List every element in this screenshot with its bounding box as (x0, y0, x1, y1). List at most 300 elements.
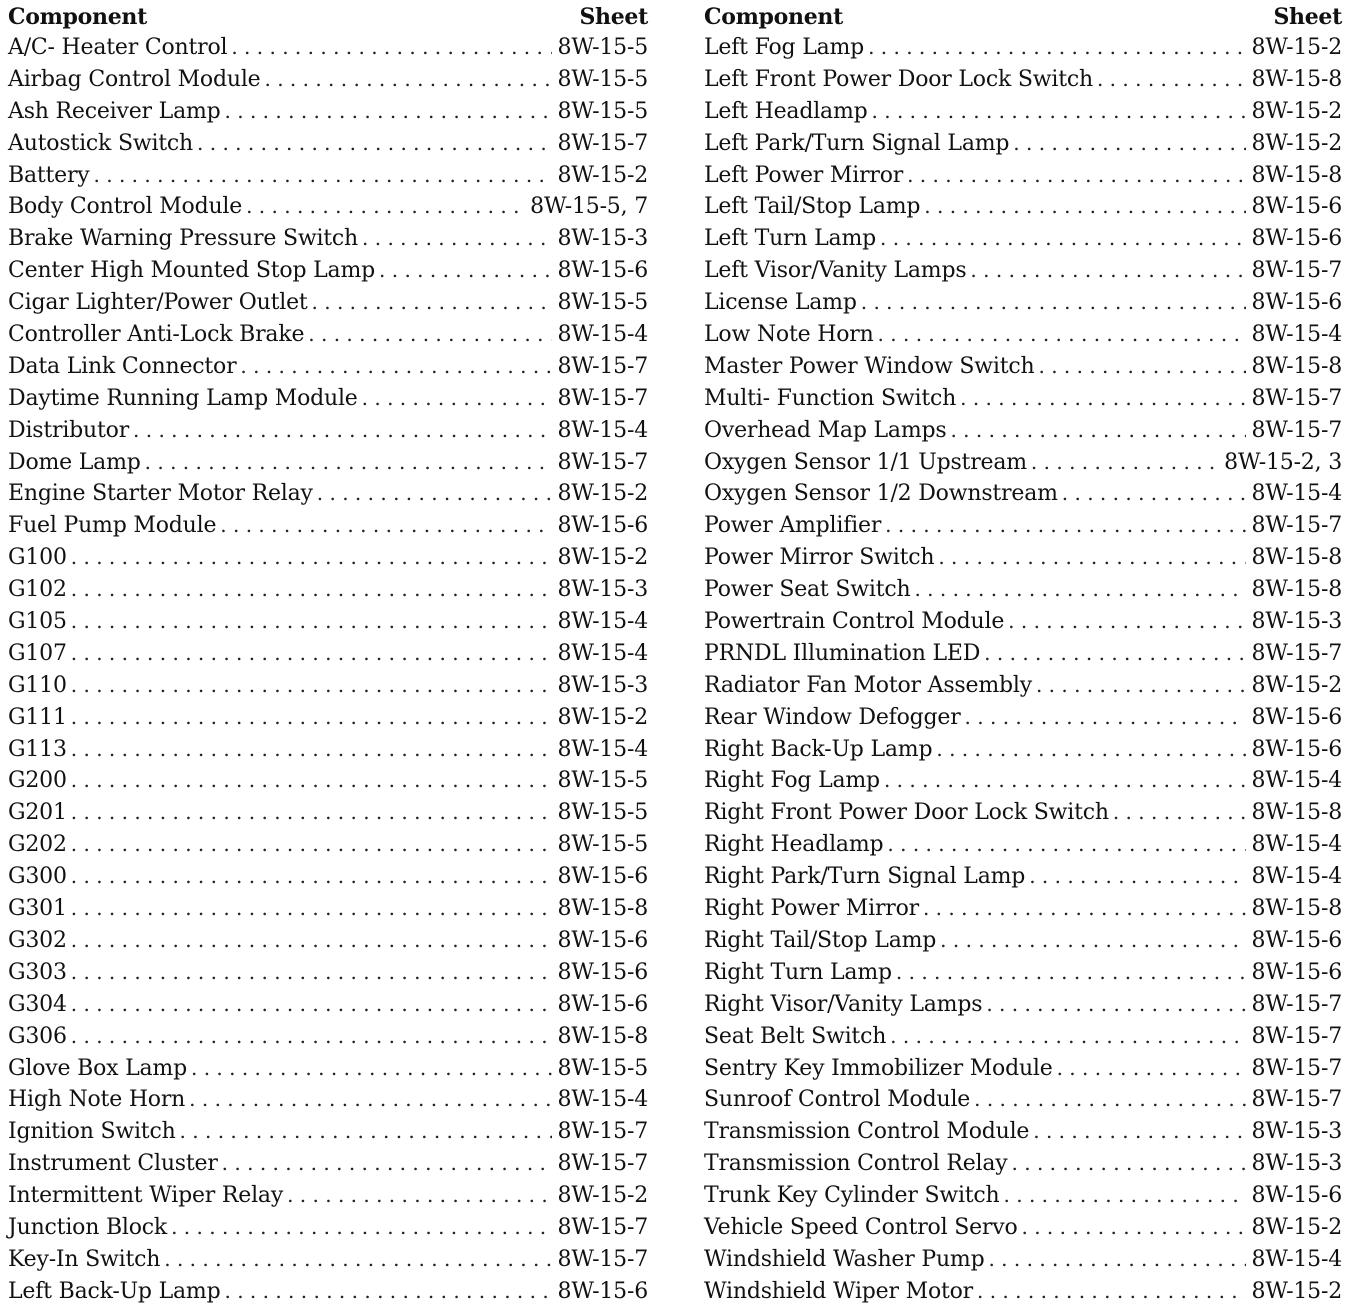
component-name: Sunroof Control Module (704, 1087, 971, 1113)
dot-leader (1036, 670, 1246, 702)
component-name: Transmission Control Relay (704, 1151, 1008, 1177)
sheet-reference: 8W-15-2 (557, 481, 648, 507)
dot-leader (988, 1244, 1245, 1276)
index-entry (704, 542, 1342, 574)
sheet-reference: 8W-15-8 (1251, 545, 1342, 571)
sheet-reference: 8W-15-5 (557, 290, 648, 316)
index-entry (8, 638, 648, 670)
dot-leader (861, 287, 1246, 319)
component-header: Component (704, 4, 843, 30)
dot-leader (1022, 1212, 1246, 1244)
dot-leader (938, 542, 1245, 574)
sheet-reference: 8W-15-3 (1251, 1151, 1342, 1177)
component-name: G110 (8, 672, 67, 698)
sheet-reference: 8W-15-8 (557, 1023, 648, 1049)
dot-leader (940, 925, 1245, 957)
dot-leader (890, 1021, 1245, 1053)
dot-leader (868, 32, 1245, 64)
index-entry (8, 415, 648, 447)
dot-leader (1038, 351, 1245, 383)
left-column (8, 2, 648, 1308)
component-name: Left Park/Turn Signal Lamp (704, 130, 1010, 156)
sheet-reference: 8W-15-3 (557, 577, 648, 603)
component-name: Right Tail/Stop Lamp (704, 927, 937, 953)
dot-leader (71, 765, 552, 797)
dot-leader (1097, 64, 1246, 96)
sheet-reference: 8W-15-6 (557, 991, 648, 1017)
component-name: Vehicle Speed Control Servo (704, 1214, 1018, 1240)
component-name: Left Tail/Stop Lamp (704, 194, 921, 220)
sheet-reference: 8W-15-6 (1251, 290, 1342, 316)
component-name: Left Fog Lamp (704, 35, 865, 60)
sheet-reference: 8W-15-7 (1251, 1087, 1342, 1113)
component-name: Multi- Function Switch (704, 385, 957, 411)
sheet-reference: 8W-15-8 (1251, 577, 1342, 603)
index-entry (8, 478, 648, 510)
component-name: Ignition Switch (8, 1119, 176, 1145)
index-entry (704, 255, 1342, 287)
sheet-reference: 8W-15-8 (1251, 896, 1342, 922)
dot-leader (231, 32, 551, 64)
component-name: G201 (8, 800, 67, 826)
component-name: G300 (8, 864, 67, 890)
index-entry (8, 542, 648, 574)
dot-leader (71, 989, 552, 1021)
component-name: Right Headlamp (704, 832, 884, 858)
sheet-reference: 8W-15-5 (557, 1055, 648, 1081)
dot-leader (71, 638, 552, 670)
sheet-reference: 8W-15-2 (557, 1183, 648, 1209)
sheet-reference: 8W-15-4 (1251, 768, 1342, 794)
dot-leader (872, 96, 1246, 128)
sheet-reference: 8W-15-6 (557, 513, 648, 539)
index-entry (8, 1148, 648, 1180)
dot-leader (960, 383, 1245, 415)
index-entry (704, 861, 1342, 893)
component-name: Rear Window Defogger (704, 704, 961, 730)
sheet-reference: 8W-15-6 (1251, 194, 1342, 220)
dot-leader (71, 829, 552, 861)
component-name: Right Fog Lamp (704, 768, 880, 794)
sheet-reference: 8W-15-2 (1251, 130, 1342, 156)
index-entry (704, 702, 1342, 734)
index-entry (8, 1244, 648, 1276)
index-entry (704, 734, 1342, 766)
index-entry (704, 1148, 1342, 1180)
sheet-reference: 8W-15-7 (557, 1119, 648, 1145)
dot-leader (71, 606, 552, 638)
sheet-reference: 8W-15-6 (1251, 736, 1342, 762)
dot-leader (986, 989, 1245, 1021)
sheet-reference: 8W-15-8 (1251, 66, 1342, 92)
dot-leader (225, 96, 552, 128)
index-entry (704, 1021, 1342, 1053)
index-entry (704, 287, 1342, 319)
component-name: Powertrain Control Module (704, 609, 1005, 635)
component-name: Windshield Wiper Motor (704, 1278, 973, 1304)
index-entry (704, 447, 1342, 479)
component-name: A/C- Heater Control (8, 35, 228, 60)
component-name: Oxygen Sensor 1/2 Downstream (704, 481, 1058, 507)
dot-leader (264, 64, 551, 96)
index-entry (8, 160, 648, 192)
index-entry (8, 287, 648, 319)
dot-leader (1031, 447, 1218, 479)
index-entry (704, 1276, 1342, 1308)
sheet-reference: 8W-15-2 (1251, 1214, 1342, 1240)
component-name: G202 (8, 832, 67, 858)
index-entry (704, 478, 1342, 510)
dot-leader (1008, 606, 1245, 638)
index-entry (8, 191, 648, 223)
index-entry (8, 223, 648, 255)
component-name: G107 (8, 640, 67, 666)
component-name: G200 (8, 768, 67, 794)
index-entry (8, 383, 648, 415)
index-entry (8, 734, 648, 766)
component-name: Brake Warning Pressure Switch (8, 226, 359, 252)
dot-leader (246, 191, 524, 223)
sheet-reference: 8W-15-7 (1251, 385, 1342, 411)
component-name: Left Front Power Door Lock Switch (704, 66, 1093, 92)
dot-leader (71, 893, 552, 925)
dot-leader (1033, 1116, 1245, 1148)
component-name: Low Note Horn (704, 322, 874, 348)
sheet-reference: 8W-15-5 (557, 98, 648, 124)
sheet-reference: 8W-15-7 (557, 1214, 648, 1240)
component-header: Component (8, 4, 147, 30)
dot-leader (222, 1148, 552, 1180)
right-column-header (704, 2, 1342, 32)
sheet-reference: 8W-15-7 (1251, 513, 1342, 539)
dot-leader (1057, 1053, 1246, 1085)
dot-leader (984, 638, 1245, 670)
dot-leader (71, 542, 552, 574)
component-name: Fuel Pump Module (8, 513, 217, 539)
component-name: Dome Lamp (8, 449, 141, 475)
sheet-reference: 8W-15-3 (557, 672, 648, 698)
index-entry (8, 510, 648, 542)
dot-leader (965, 702, 1246, 734)
index-entry (704, 829, 1342, 861)
sheet-reference: 8W-15-2 (1251, 1278, 1342, 1304)
component-name: Intermittent Wiper Relay (8, 1183, 284, 1209)
dot-leader (1012, 1148, 1246, 1180)
component-name: Body Control Module (8, 194, 243, 220)
index-entry (8, 447, 648, 479)
index-entry (8, 989, 648, 1021)
component-name: G303 (8, 959, 67, 985)
component-name: G304 (8, 991, 67, 1017)
component-name: Left Back-Up Lamp (8, 1278, 221, 1304)
component-name: Right Turn Lamp (704, 959, 892, 985)
index-entry (704, 1180, 1342, 1212)
sheet-reference: 8W-15-6 (1251, 1183, 1342, 1209)
component-name: Center High Mounted Stop Lamp (8, 258, 376, 284)
sheet-reference: 8W-15-6 (557, 1278, 648, 1304)
sheet-reference: 8W-15-4 (1251, 1246, 1342, 1272)
sheet-header: Sheet (579, 4, 648, 30)
sheet-reference: 8W-15-7 (1251, 1023, 1342, 1049)
sheet-reference: 8W-15-6 (1251, 959, 1342, 985)
sheet-reference: 8W-15-4 (1251, 481, 1342, 507)
sheet-reference: 8W-15-7 (557, 130, 648, 156)
sheet-reference: 8W-15-4 (557, 417, 648, 443)
index-entry (8, 1021, 648, 1053)
index-entry (704, 383, 1342, 415)
index-entry (704, 510, 1342, 542)
index-entry (8, 574, 648, 606)
sheet-reference: 8W-15-2 (1251, 98, 1342, 124)
dot-leader (308, 319, 551, 351)
dot-leader (974, 1084, 1245, 1116)
sheet-reference: 8W-15-6 (1251, 704, 1342, 730)
index-entry (8, 351, 648, 383)
right-column (704, 2, 1342, 1308)
component-name: Trunk Key Cylinder Switch (704, 1183, 1000, 1209)
component-name: Right Power Mirror (704, 896, 919, 922)
component-name: Junction Block (8, 1214, 168, 1240)
component-name: Right Visor/Vanity Lamps (704, 991, 983, 1017)
index-entry (704, 989, 1342, 1021)
sheet-reference: 8W-15-3 (1251, 1119, 1342, 1145)
component-name: G105 (8, 609, 67, 635)
index-entry (8, 893, 648, 925)
dot-leader (317, 478, 552, 510)
component-name: Windshield Washer Pump (704, 1246, 985, 1272)
sheet-reference: 8W-15-7 (1251, 640, 1342, 666)
index-entry (704, 606, 1342, 638)
dot-leader (71, 861, 552, 893)
sheet-reference: 8W-15-2, 3 (1224, 449, 1342, 475)
index-entry (8, 32, 648, 64)
sheet-reference: 8W-15-8 (1251, 162, 1342, 188)
component-name: Cigar Lighter/Power Outlet (8, 290, 308, 316)
index-entry (8, 128, 648, 160)
dot-leader (71, 1021, 552, 1053)
sheet-reference: 8W-15-8 (1251, 353, 1342, 379)
index-entry (8, 765, 648, 797)
left-entry-list (8, 32, 648, 1308)
index-entry (704, 670, 1342, 702)
component-name: Master Power Window Switch (704, 353, 1035, 379)
component-name: Transmission Control Module (704, 1119, 1030, 1145)
component-name: High Note Horn (8, 1087, 186, 1113)
sheet-reference: 8W-15-2 (1251, 672, 1342, 698)
sheet-reference: 8W-15-3 (557, 226, 648, 252)
component-name: Key-In Switch (8, 1246, 161, 1272)
component-name: Left Headlamp (704, 98, 868, 124)
component-name: Controller Anti-Lock Brake (8, 322, 305, 348)
sheet-reference: 8W-15-7 (557, 385, 648, 411)
sheet-reference: 8W-15-6 (557, 258, 648, 284)
index-entry (8, 606, 648, 638)
component-name: Daytime Running Lamp Module (8, 385, 358, 411)
sheet-reference: 8W-15-4 (557, 609, 648, 635)
component-name: Data Link Connector (8, 353, 237, 379)
dot-leader (362, 383, 552, 415)
component-name: Seat Belt Switch (704, 1023, 887, 1049)
component-name: Right Front Power Door Lock Switch (704, 800, 1109, 826)
dot-leader (164, 1244, 551, 1276)
component-name: Glove Box Lamp (8, 1055, 187, 1081)
sheet-reference: 8W-15-4 (557, 736, 648, 762)
index-entry (704, 638, 1342, 670)
dot-leader (312, 287, 552, 319)
component-name: Engine Starter Motor Relay (8, 481, 313, 507)
component-name: Overhead Map Lamps (704, 417, 947, 443)
component-name: Sentry Key Immobilizer Module (704, 1055, 1053, 1081)
sheet-reference: 8W-15-5 (557, 35, 648, 60)
dot-leader (71, 957, 552, 989)
dot-leader (220, 510, 551, 542)
dot-leader (923, 893, 1246, 925)
dot-leader (362, 223, 552, 255)
dot-leader (1062, 478, 1246, 510)
index-entry (704, 128, 1342, 160)
dot-leader (145, 447, 552, 479)
sheet-header: Sheet (1273, 4, 1342, 30)
index-entry (704, 765, 1342, 797)
index-entry (704, 1244, 1342, 1276)
sheet-reference: 8W-15-5, 7 (530, 194, 648, 220)
index-entry (704, 319, 1342, 351)
dot-leader (71, 670, 552, 702)
component-name: Left Power Mirror (704, 162, 904, 188)
index-entry (704, 351, 1342, 383)
dot-leader (71, 734, 552, 766)
dot-leader (287, 1180, 551, 1212)
index-entry (8, 797, 648, 829)
dot-leader (240, 351, 551, 383)
sheet-reference: 8W-15-7 (557, 353, 648, 379)
component-name: G113 (8, 736, 67, 762)
dot-leader (224, 1276, 551, 1308)
index-entry (704, 1116, 1342, 1148)
index-entry (704, 1212, 1342, 1244)
index-entry (704, 925, 1342, 957)
index-entry (704, 64, 1342, 96)
sheet-reference: 8W-15-6 (1251, 226, 1342, 252)
right-entry-list (704, 32, 1342, 1308)
sheet-reference: 8W-15-6 (557, 864, 648, 890)
sheet-reference: 8W-15-4 (1251, 832, 1342, 858)
sheet-reference: 8W-15-7 (1251, 991, 1342, 1017)
dot-leader (133, 415, 552, 447)
index-entry (704, 893, 1342, 925)
dot-leader (950, 415, 1245, 447)
dot-leader (896, 957, 1246, 989)
sheet-reference: 8W-15-4 (1251, 322, 1342, 348)
index-entry (704, 1084, 1342, 1116)
dot-leader (1029, 861, 1245, 893)
sheet-reference: 8W-15-6 (557, 959, 648, 985)
index-entry (704, 96, 1342, 128)
component-name: G100 (8, 545, 67, 571)
dot-leader (885, 510, 1245, 542)
component-name: Power Amplifier (704, 513, 882, 539)
dot-leader (379, 255, 552, 287)
dot-leader (887, 829, 1245, 861)
sheet-reference: 8W-15-6 (1251, 927, 1342, 953)
sheet-reference: 8W-15-7 (1251, 258, 1342, 284)
index-entry (8, 319, 648, 351)
sheet-reference: 8W-15-8 (557, 896, 648, 922)
sheet-reference: 8W-15-7 (557, 1246, 648, 1272)
dot-leader (94, 160, 552, 192)
dot-leader (197, 128, 552, 160)
dot-leader (977, 1276, 1246, 1308)
sheet-reference: 8W-15-8 (1251, 800, 1342, 826)
dot-leader (71, 702, 552, 734)
index-entry (8, 702, 648, 734)
dot-leader (71, 797, 552, 829)
sheet-reference: 8W-15-5 (557, 800, 648, 826)
dot-leader (1004, 1180, 1246, 1212)
sheet-reference: 8W-15-4 (557, 322, 648, 348)
component-name: Oxygen Sensor 1/1 Upstream (704, 449, 1027, 475)
component-name: Autostick Switch (8, 130, 194, 156)
index-entry (8, 925, 648, 957)
component-name: G302 (8, 927, 67, 953)
index-entry (8, 1116, 648, 1148)
sheet-reference: 8W-15-3 (1251, 609, 1342, 635)
dot-leader (191, 1053, 552, 1085)
sheet-reference: 8W-15-4 (557, 1087, 648, 1113)
index-entry (704, 1053, 1342, 1085)
component-name: Right Back-Up Lamp (704, 736, 933, 762)
index-entry (8, 1212, 648, 1244)
sheet-reference: 8W-15-6 (557, 927, 648, 953)
index-entry (704, 574, 1342, 606)
dot-leader (189, 1084, 551, 1116)
sheet-reference: 8W-15-2 (1251, 35, 1342, 60)
component-name: Power Mirror Switch (704, 545, 935, 571)
dot-leader (171, 1212, 551, 1244)
dot-leader (970, 255, 1245, 287)
component-name: G102 (8, 577, 67, 603)
sheet-reference: 8W-15-4 (1251, 864, 1342, 890)
component-name: G111 (8, 704, 67, 730)
index-entry (704, 191, 1342, 223)
dot-leader (914, 574, 1245, 606)
sheet-reference: 8W-15-2 (557, 545, 648, 571)
component-name: Battery (8, 162, 90, 188)
dot-leader (71, 925, 552, 957)
component-name: Left Visor/Vanity Lamps (704, 258, 967, 284)
dot-leader (1013, 128, 1245, 160)
sheet-reference: 8W-15-5 (557, 768, 648, 794)
index-entry (704, 957, 1342, 989)
sheet-reference: 8W-15-7 (557, 449, 648, 475)
index-entry (8, 1053, 648, 1085)
dot-leader (907, 160, 1245, 192)
left-column-header (8, 2, 648, 32)
component-name: Ash Receiver Lamp (8, 98, 221, 124)
component-name: Airbag Control Module (8, 66, 261, 92)
index-entry (8, 1276, 648, 1308)
index-entry (8, 829, 648, 861)
sheet-reference: 8W-15-7 (1251, 1055, 1342, 1081)
dot-leader (180, 1116, 552, 1148)
sheet-reference: 8W-15-2 (557, 162, 648, 188)
sheet-reference: 8W-15-7 (557, 1151, 648, 1177)
component-name: G306 (8, 1023, 67, 1049)
index-entry (704, 797, 1342, 829)
component-name: Power Seat Switch (704, 577, 911, 603)
dot-leader (936, 734, 1245, 766)
component-name: Radiator Fan Motor Assembly (704, 672, 1032, 698)
